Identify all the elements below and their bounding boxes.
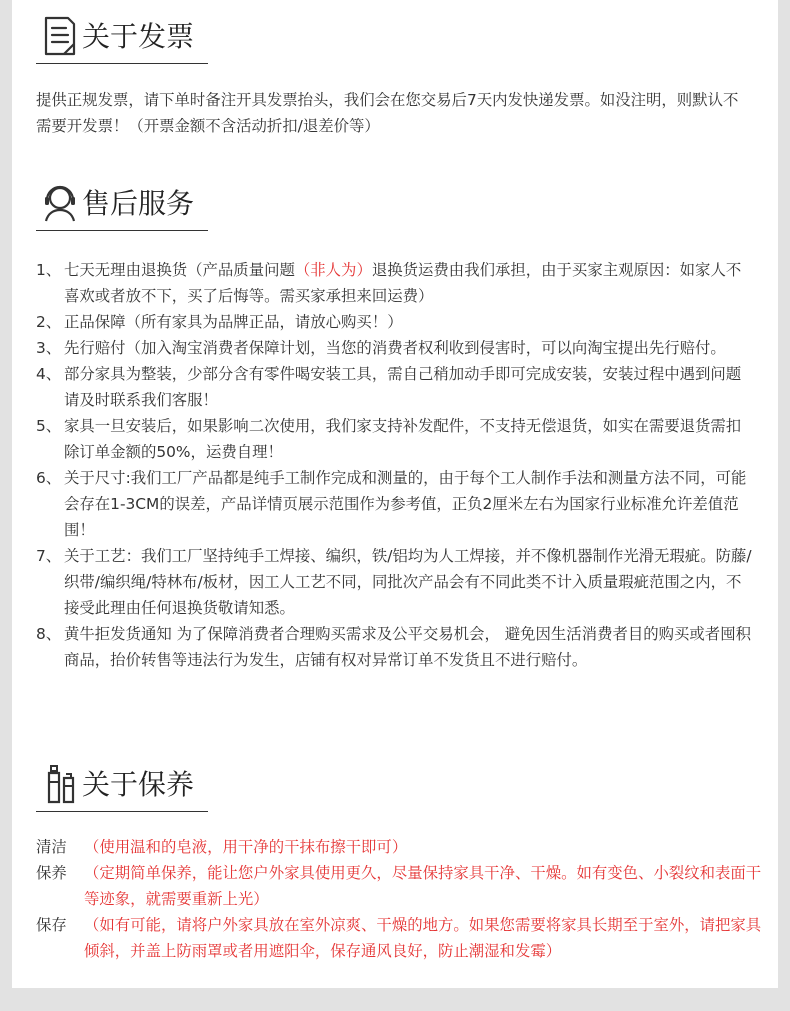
item-text: 先行赔付（加入淘宝消费者保障计划，当您的消费者权利收到侵害时，可以向淘宝提出先行赔付。: [64, 339, 726, 357]
list-item: [36, 257, 752, 309]
care-label: 保养: [36, 864, 67, 882]
spray-bottle-icon: [42, 764, 78, 804]
item-text: 黄牛拒发货通知 为了保障消费者合理购买需求及公平交易机会， 避免因生活消费者目的购买或者囤积商品，抬价转售等违法行为发生，店铺有权对异常订单不发货且不进行赔付。: [64, 625, 751, 669]
care-label: 保存: [36, 916, 67, 934]
item-text: 关于工艺：我们工厂坚持纯手工焊接、编织，铁/铝均为人工焊接，并不像机器制作光滑无瑕疵。防藤/织带/编织绳/特林布/板材，因工人工艺不同，同批次产品会有不同此类不计入质量瑕疵范围之内，不接受此理由任何退换货敬请知悉。: [64, 547, 752, 617]
care-label: 清洁: [36, 838, 67, 856]
care-text: （使用温和的皂液，用干净的干抹布擦干即可）: [84, 838, 408, 856]
list-item: [36, 413, 752, 465]
item-text-rest: 退换货运费由我们承担，由于买家主观原因：如家人不喜欢或者放不下，买了后悔等。需买家承担来回运费）: [64, 261, 742, 305]
item-highlight: （非人为）: [294, 261, 372, 279]
item-number: 1、: [36, 261, 62, 279]
after-sales-header: [36, 179, 208, 231]
item-number: 7、: [36, 547, 62, 565]
item-text: 关于尺寸:我们工厂产品都是纯手工制作完成和测量的，由于每个工人制作手法和测量方法不同，可能会存在1-3CM的误差，产品详情页展示范围作为参考值，正负2厘米左右为国家行业标准允许差值范围！: [64, 469, 747, 539]
item-number: 3、: [36, 339, 62, 357]
list-item: [36, 621, 752, 673]
item-text: 正品保障（所有家具为品牌正品，请放心购买！）: [64, 313, 403, 331]
item-number: 6、: [36, 469, 62, 487]
list-item: [36, 543, 752, 621]
item-number: 5、: [36, 417, 62, 435]
care-text: （定期简单保养，能让您户外家具使用更久，尽量保持家具干净、干燥。如有变色、小裂纹和表面干等迹象，就需要重新上光）: [84, 864, 762, 908]
after-sales-title: 售后服务: [82, 187, 195, 220]
list-item: [36, 309, 752, 335]
care-row-storage: [36, 912, 776, 964]
item-number: 2、: [36, 313, 62, 331]
list-item: [36, 465, 752, 543]
invoice-title: 关于发票: [82, 20, 195, 53]
maintenance-title: 关于保养: [82, 768, 195, 801]
item-text: 部分家具为整装，少部分含有零件喝安装工具，需自己稍加动手即可完成安装，安装过程中遇到问题请及时联系我们客服！: [64, 365, 742, 409]
care-row-upkeep: [36, 860, 776, 912]
document-icon: [42, 16, 78, 56]
invoice-header: [36, 12, 208, 64]
care-text: （如有可能，请将户外家具放在室外凉爽、干燥的地方。如果您需要将家具长期至于室外，请把家具倾斜，并盖上防雨罩或者用遮阳伞，保存通风良好，防止潮湿和发霉）: [84, 916, 762, 960]
after-sales-list: [36, 257, 752, 673]
invoice-text: 提供正规发票，请下单时备注开具发票抬头，我们会在您交易后7天内发快递发票。如没注明，则默认不需要开发票！（开票金额不含活动折扣/退差价等）: [36, 91, 739, 135]
item-number: 8、: [36, 625, 62, 643]
item-text: 家具一旦安装后，如果影响二次使用，我们家支持补发配件，不支持无偿退货，如实在需要退货需扣除订单金额的50%，运费自理！: [64, 417, 742, 461]
item-number: 4、: [36, 365, 62, 383]
customer-service-icon: [42, 183, 78, 223]
list-item: [36, 335, 752, 361]
care-row-cleaning: [36, 834, 776, 860]
item-text: 七天无理由退换货（产品质量问题: [64, 261, 295, 279]
content-card: [12, 0, 778, 988]
maintenance-header: [36, 760, 208, 812]
maintenance-list: [36, 834, 776, 964]
list-item: [36, 361, 752, 413]
